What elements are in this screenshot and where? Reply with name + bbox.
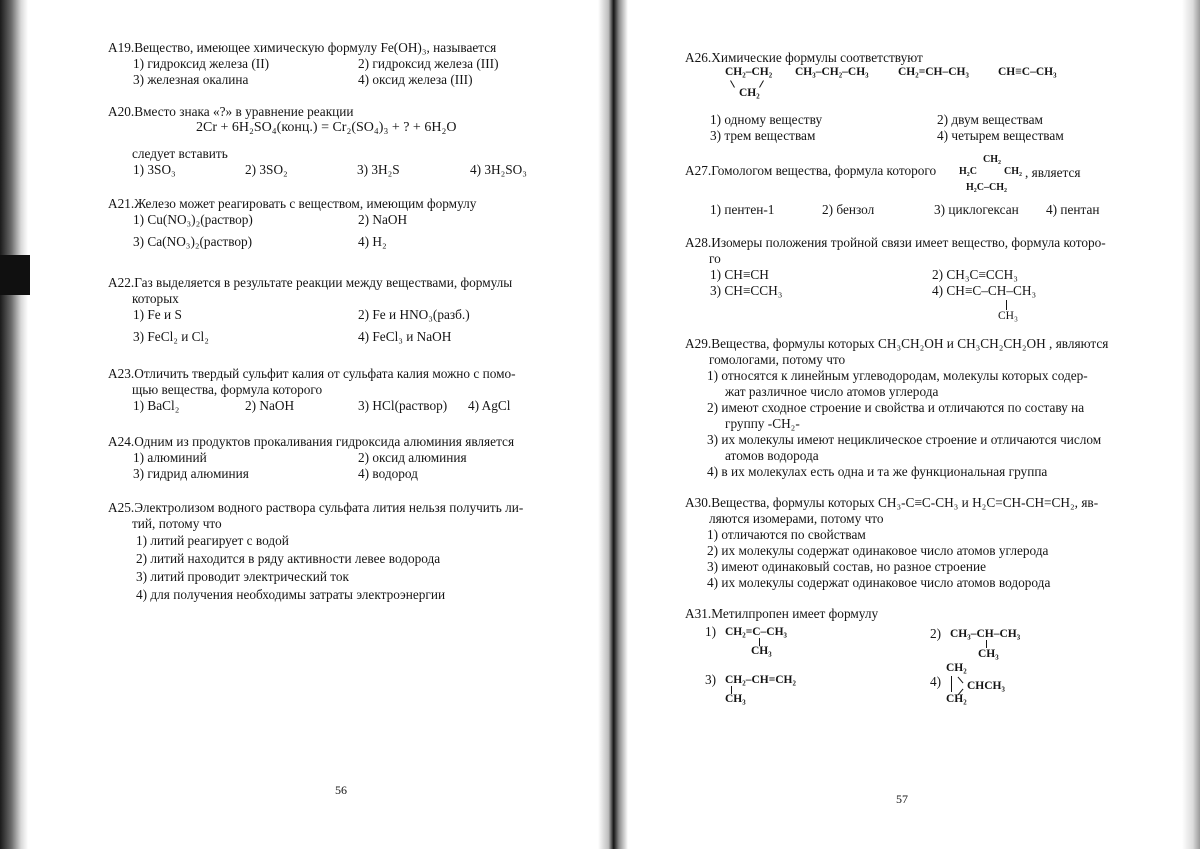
answer-option[interactable]: 4) пентан	[1046, 202, 1100, 217]
question-stem-continued: го	[709, 251, 721, 266]
question-stem-end: , является	[1025, 165, 1081, 180]
answer-option[interactable]: 1) пентен-1	[710, 202, 775, 217]
answer-option-2[interactable]	[930, 626, 941, 642]
question-stem-continued: ляются изомерами, потому что	[709, 511, 884, 526]
question-a24	[108, 434, 588, 482]
ring-right: CH₂	[1004, 166, 1022, 177]
answer-options	[710, 267, 1152, 299]
question-a31	[685, 606, 878, 622]
answer-option[interactable]: 2) 3SO₂	[245, 162, 288, 177]
question-a26	[685, 50, 923, 66]
answer-option[interactable]: 1) алюминий	[133, 450, 207, 465]
question-stem: А24.Одним из продуктов прокаливания гидроксида алюминия является	[108, 434, 515, 449]
answer-options	[133, 398, 516, 414]
bond-line	[951, 676, 952, 692]
answer-option[interactable]: 4) четырем веществам	[937, 128, 1064, 143]
ring-bottom: CH₂	[946, 693, 967, 705]
bond-line	[730, 80, 735, 87]
page-number: 56	[335, 783, 347, 797]
answer-option[interactable]: 4) водород	[358, 466, 418, 481]
answer-option[interactable]: 2) литий находится в ряду активности левее водорода	[136, 551, 441, 566]
scan-blot	[0, 255, 30, 295]
question-a20	[108, 104, 527, 178]
answer-option[interactable]: 4) H₂	[358, 234, 387, 249]
question-a28	[685, 235, 1106, 267]
answer-option[interactable]: 1) литий реагирует с водой	[136, 533, 289, 548]
answer-options	[136, 532, 523, 604]
answer-options	[707, 368, 1108, 480]
right-page-edge-shadow	[1182, 0, 1200, 849]
formula-propene: CH₂=CH–CH₃	[898, 66, 969, 78]
question-stem-continued: которых	[132, 291, 179, 306]
question-a26-options	[710, 112, 1157, 144]
answer-option[interactable]: 3) Ca(NO₃)₂(раствор)	[133, 234, 253, 249]
answer-options	[710, 202, 1100, 218]
answer-option[interactable]: 2) NaOH	[245, 398, 295, 413]
question-stem: А25.Электролизом водного раствора сульфата лития нельзя получить ли-	[108, 500, 524, 515]
question-stem: А20.Вместо знака «?» в уравнение реакции	[108, 104, 354, 119]
answer-option[interactable]: 3) FeCl₂ и Cl₂	[133, 329, 209, 344]
question-stem-continued: гомологами, потому что	[709, 352, 846, 367]
page-number: 57	[896, 792, 908, 806]
left-page	[30, 0, 598, 849]
answer-option[interactable]: 1) 3SO₃	[133, 162, 176, 177]
ring-top: CH₂	[983, 154, 1001, 165]
answer-options	[133, 212, 588, 250]
answer-option-continued[interactable]: жат различное число атомов углерода	[725, 384, 939, 399]
answer-option[interactable]: 3) трем веществам	[710, 128, 816, 143]
question-a23	[108, 366, 516, 414]
question-a22	[108, 275, 588, 345]
ring-bottom: H₂C–CH₂	[966, 182, 1007, 193]
answer-option[interactable]: 1) относятся к линейным углеводородам, молекулы которых содер-	[707, 368, 1088, 383]
answer-options	[707, 527, 1098, 591]
book-gutter-shadow	[598, 0, 628, 849]
answer-option[interactable]: 3) 3H₂S	[357, 162, 400, 177]
question-stem-continued: щью вещества, формула которого	[132, 382, 323, 397]
answer-option[interactable]: 3) литий проводит электрический ток	[136, 569, 350, 584]
answer-options	[133, 162, 527, 178]
answer-option[interactable]: 2) бензол	[822, 202, 875, 217]
answer-option[interactable]: 1) CH≡CH	[710, 267, 769, 282]
branch-methyl: CH₃	[998, 310, 1018, 322]
question-a27	[685, 163, 936, 179]
bond-line	[958, 677, 964, 684]
answer-option[interactable]: 3) имеют одинаковый состав, но разное строение	[707, 559, 986, 574]
answer-option[interactable]: 3) циклогексан	[934, 202, 1019, 217]
answer-option[interactable]: 3) железная окалина	[133, 72, 249, 87]
answer-option[interactable]: 1) BaCl₂	[133, 398, 180, 413]
option-number: 1)	[705, 624, 717, 639]
question-a28-options	[710, 267, 1152, 299]
answer-option[interactable]: 4) для получения необходимы затраты электроэнергии	[136, 587, 446, 602]
answer-options	[133, 56, 588, 88]
answer-option[interactable]: 2) оксид алюминия	[358, 450, 467, 465]
answer-option[interactable]: 4) 3H₂SO₃	[470, 162, 527, 177]
ring-top: CH₂	[946, 662, 967, 674]
answer-option[interactable]: 1) одному веществу	[710, 112, 823, 127]
option-number: 2)	[930, 626, 942, 641]
answer-option[interactable]: 4) CH≡C–CH–CH₃	[932, 283, 1037, 298]
right-page	[628, 0, 1183, 849]
formula-propyne: CH≡C–CH₃	[998, 66, 1057, 78]
question-a29	[685, 336, 1108, 480]
question-stem: А27.Гомологом вещества, формула которого	[685, 163, 937, 178]
answer-option[interactable]: 1) гидроксид железа (II)	[133, 56, 270, 71]
reaction-equation: 2Cr + 6H₂SO₄(конц.) = Cr₂(SO₄)₃ + ? + 6H₂O	[196, 120, 457, 135]
option-number: 3)	[705, 672, 717, 687]
option-number: 4)	[930, 674, 942, 689]
question-stem: А28.Изомеры положения тройной связи имеет вещество, формула которо-	[685, 235, 1106, 250]
question-a30	[685, 495, 1098, 591]
answer-option[interactable]: 3) гидрид алюминия	[133, 466, 249, 481]
answer-option-4[interactable]	[930, 674, 941, 690]
question-stem-continued: тий, потому что	[132, 516, 222, 531]
formula-branch: CH₃	[978, 648, 999, 660]
answer-option-continued[interactable]: атомов водорода	[725, 448, 819, 463]
answer-option[interactable]: 4) их молекулы содержат одинаковое число атомов водорода	[707, 575, 1051, 590]
bond-line	[1006, 300, 1007, 310]
answer-options	[133, 450, 588, 482]
answer-option[interactable]: 4) оксид железа (III)	[358, 72, 473, 87]
ring-substituent: CHCH₃	[967, 680, 1005, 692]
formula-main-chain: CH₃–CH–CH₃	[950, 628, 1021, 640]
answer-option[interactable]: 3) их молекулы имеют нециклическое строение и отличаются числом	[707, 432, 1102, 447]
formula-branch: CH₃	[751, 645, 772, 657]
question-stem: А30.Вещества, формулы которых CH₃-C≡C-CH₃ и H₂C=CH-CH=CH₂, яв-	[685, 495, 1099, 510]
answer-option-3[interactable]	[705, 672, 716, 688]
answer-option[interactable]: 2) имеют сходное строение и свойства и отличаются по составу на	[707, 400, 1085, 415]
answer-option[interactable]: 4) в их молекулах есть одна и та же функциональная группа	[707, 464, 1048, 479]
ring-left: H₂C	[959, 166, 977, 177]
formula-main-chain: CH₂=C–CH₃	[725, 626, 788, 638]
question-a25	[108, 500, 523, 604]
formula-cyclopropane-top: CH₂–CH₂	[725, 66, 773, 78]
question-stem: А19.Вещество, имеющее химическую формулу Fe(OH)₃, называется	[108, 40, 497, 55]
answer-option[interactable]: 2) Fe и HNO₃(разб.)	[358, 307, 470, 322]
question-stem: А29.Вещества, формулы которых CH₃CH₂OH и CH₃CH₂CH₂OH , являются	[685, 336, 1109, 351]
question-a27-end	[1025, 165, 1081, 181]
answer-option[interactable]: 4) FeCl₃ и NaOH	[358, 329, 452, 344]
answer-option[interactable]: 1) Fe и S	[133, 307, 182, 322]
answer-option[interactable]: 2) их молекулы содержат одинаковое число атомов углерода	[707, 543, 1049, 558]
answer-option[interactable]: 1) Cu(NO₃)₂(раствор)	[133, 212, 253, 227]
answer-option-continued[interactable]: группу -CH₂-	[725, 416, 800, 431]
answer-option[interactable]: 3) CH≡CCH₃	[710, 283, 783, 298]
answer-options	[133, 307, 588, 345]
question-stem: А22.Газ выделяется в результате реакции между веществами, формулы	[108, 275, 513, 290]
bond-line	[986, 640, 987, 648]
formula-branch: CH₃	[725, 693, 746, 705]
left-page-edge-shadow	[0, 0, 28, 849]
question-stem: А26.Химические формулы соответствуют	[685, 50, 923, 65]
question-stem: А21.Железо может реагировать с веществом, имеющим формулу	[108, 196, 477, 211]
answer-option[interactable]: 4) AgCl	[468, 398, 511, 413]
question-stem: А31.Метилпропен имеет формулу	[685, 606, 879, 621]
answer-option[interactable]: 3) HCl(раствор)	[358, 398, 448, 413]
answer-options	[710, 112, 1157, 144]
formula-cyclopropane-bottom: CH₂	[739, 87, 760, 99]
question-a21	[108, 196, 588, 250]
answer-option[interactable]: 1) отличаются по свойствам	[707, 527, 866, 542]
question-stem-continued: следует вставить	[132, 146, 228, 161]
answer-option[interactable]: 2) CH₃C≡CCH₃	[932, 267, 1018, 282]
answer-option[interactable]: 2) двум веществам	[937, 112, 1043, 127]
question-stem: А23.Отличить твердый сульфит калия от сульфата калия можно с помо-	[108, 366, 516, 381]
formula-main-chain: CH₂–CH=CH₂	[725, 674, 796, 686]
answer-option[interactable]: 2) NaOH	[358, 212, 408, 227]
answer-option-1[interactable]	[705, 624, 716, 640]
formula-propane: CH₃–CH₂–CH₃	[795, 66, 869, 78]
question-a19	[108, 40, 588, 88]
question-a27-options	[710, 202, 1100, 218]
answer-option[interactable]: 2) гидроксид железа (III)	[358, 56, 499, 71]
